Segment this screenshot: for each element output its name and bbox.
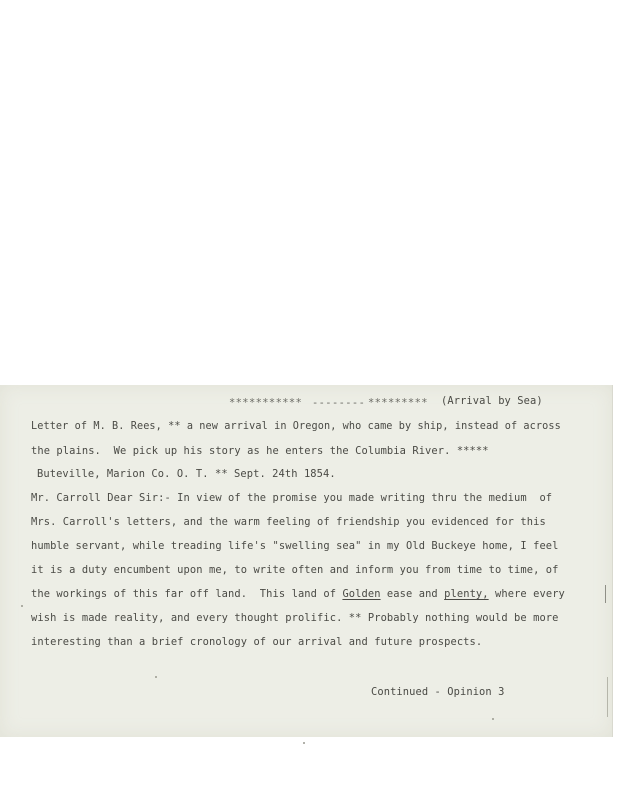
intro-line-1: Letter of M. B. Rees, ** a new arrival in Oregon, who came by ship, instead of across bbox=[31, 421, 561, 432]
header-ornament-middle: -------- bbox=[312, 397, 366, 409]
body-line-5-start: the workings of this far off land. This land of bbox=[31, 588, 343, 600]
body-line-3: humble servant, while treading life's "swelling sea" in my Old Buckeye home, I feel bbox=[31, 540, 559, 552]
typewritten-sheet bbox=[0, 385, 613, 737]
edge-mark bbox=[605, 585, 606, 603]
paper-speck bbox=[303, 742, 305, 744]
body-line-4: it is a duty encumbent upon me, to write often and inform you from time to time, of bbox=[31, 564, 559, 576]
intro-line-2: the plains. We pick up his story as he enters the Columbia River. ***** bbox=[31, 445, 489, 457]
document-title: (Arrival by Sea) bbox=[441, 395, 543, 407]
footer-continued: Continued - Opinion 3 bbox=[371, 686, 505, 698]
dateline: Buteville, Marion Co. O. T. ** Sept. 24th 1854. bbox=[37, 468, 336, 480]
header-ornament-left: *********** bbox=[229, 397, 303, 409]
edge-mark bbox=[607, 677, 608, 717]
body-line-7: interesting than a brief cronology of our arrival and future prospects. bbox=[31, 636, 483, 648]
body-line-5-end: where every bbox=[488, 588, 565, 600]
header-ornament-right: ********* bbox=[368, 397, 428, 409]
paper-speck bbox=[21, 605, 23, 607]
body-line-2: Mrs. Carroll's letters, and the warm feeling of friendship you evidenced for this bbox=[31, 516, 546, 528]
underlined-word-plenty: plenty, bbox=[444, 588, 489, 600]
body-line-5-middle: ease and bbox=[380, 588, 445, 600]
paper-speck bbox=[155, 676, 157, 678]
body-line-1: Mr. Carroll Dear Sir:- In view of the promise you made writing thru the medium of bbox=[31, 492, 553, 504]
body-line-5 bbox=[31, 589, 565, 599]
underlined-word-golden: Golden bbox=[342, 588, 381, 600]
paper-speck bbox=[492, 718, 494, 720]
body-line-6: wish is made reality, and every thought prolific. ** Probably nothing would be more bbox=[31, 612, 559, 624]
